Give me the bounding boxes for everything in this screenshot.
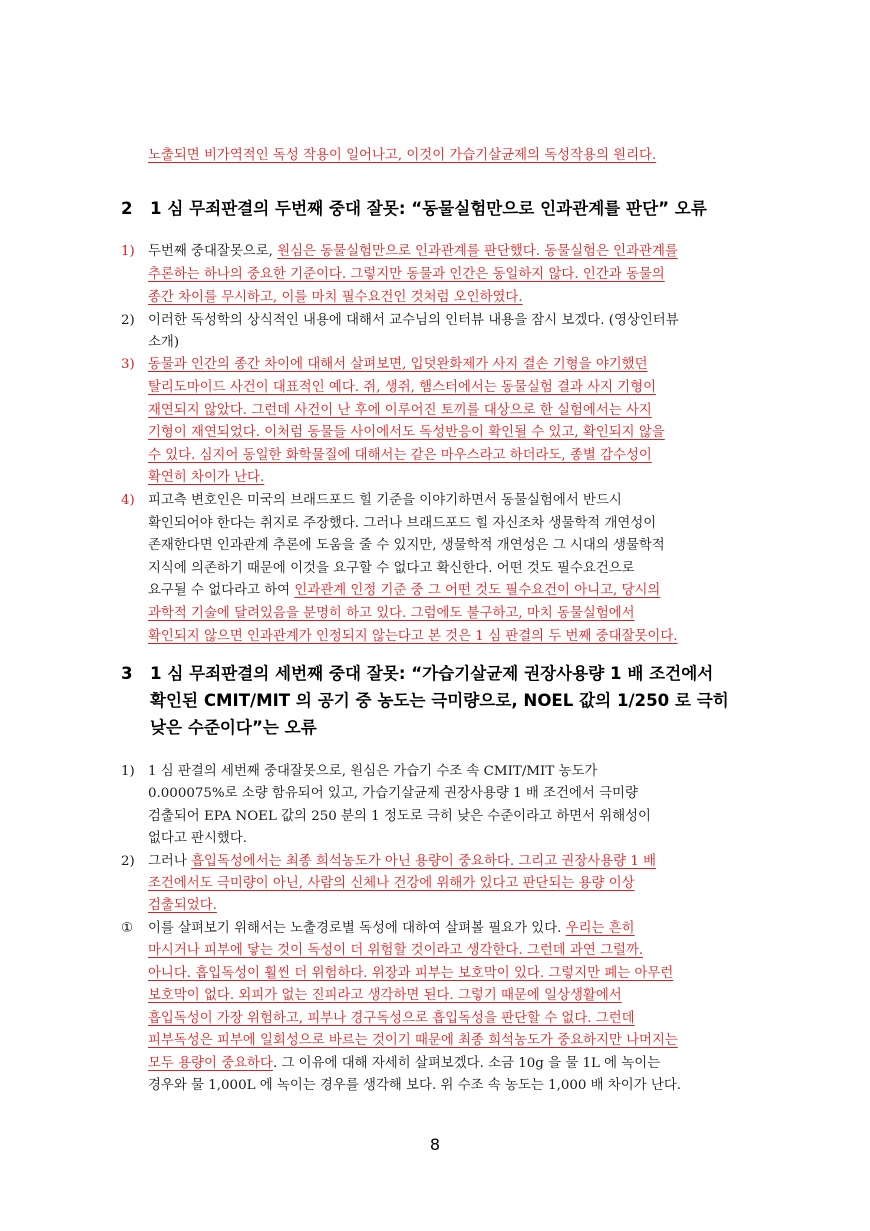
paragraph-line: 존재한다면 인과관계 추론에 도움을 줄 수 있지만, 생물학적 개연성은 그 시대의 생물학적 xyxy=(148,538,665,553)
carryover-line: 노출되면 비가역적인 독성 작용이 일어나고, 이것이 가습기살균제의 독성작용의 원리다. xyxy=(148,148,657,163)
paragraph-line xyxy=(148,242,678,262)
paragraph-line xyxy=(148,581,660,601)
paragraph-line xyxy=(148,919,635,939)
paragraph-line: 검출되었다. xyxy=(148,898,217,913)
list-marker: 4) xyxy=(121,493,135,508)
paragraph-line: 0.000075%로 소량 함유되어 있고, 가습기살균제 권장사용량 1 배 조건에서 극미량 xyxy=(148,786,638,801)
text-span: . 그 이유에 대해 자세히 살펴보겠다. 소금 10g 을 물 1L 에 녹이는 xyxy=(272,1056,661,1071)
paragraph-line: 마시거나 피부에 닿는 것이 독성이 더 위험할 것이라고 생각한다. 그런데 과연 그럴까. xyxy=(148,943,644,958)
paragraph-line xyxy=(148,1054,660,1074)
highlight-span: 원심은 동물실험만으로 인과관계를 판단했다. 동물실험은 인과관계를 xyxy=(277,244,678,259)
text-span: 이를 살펴보기 위해서는 노출경로별 독성에 대하여 살펴볼 필요가 있다. xyxy=(148,921,566,936)
paragraph-line: 추론하는 하나의 중요한 기준이다. 그렇지만 동물과 인간은 동일하지 않다. 인간과 동물의 xyxy=(148,267,665,282)
list-marker: 2) xyxy=(121,854,135,869)
paragraph-line: 흡입독성이 가장 위험하고, 피부나 경구독성으로 흡입독성을 판단할 수 없다. 그런데 xyxy=(148,1011,635,1026)
paragraph-line: 확인되지 않으면 인과관계가 인정되지 않는다고 본 것은 1 심 판결의 두 번째 중대잘못이다. xyxy=(148,629,678,644)
paragraph-line: 조건에서도 극미량이 아닌, 사람의 신체나 건강에 위해가 있다고 판단되는 용량 이상 xyxy=(148,876,635,891)
section-title-line: 확인된 CMIT/MIT 의 공기 중 농도는 극미량으로, NOEL 값의 1/250 로 극히 xyxy=(150,691,729,710)
paragraph-line: 검출되어 EPA NOEL 값의 250 분의 1 정도로 극히 낮은 수준이라고 하면서 위해성이 xyxy=(148,809,651,824)
text-span: 그러나 xyxy=(148,854,192,869)
paragraph-line xyxy=(148,852,656,872)
section-number: 3 xyxy=(121,664,133,683)
page-number: 8 xyxy=(429,1135,441,1154)
paragraph-line: 확인되어야 한다는 취지로 주장했다. 그러나 브래드포드 힐 자신조차 생물학적 개연성이 xyxy=(148,516,657,531)
section-title-line: 낮은 수준이다”는 오류 xyxy=(150,718,317,737)
paragraph-line: 소개) xyxy=(148,335,180,350)
list-marker: 3) xyxy=(121,357,135,372)
highlight-span: 우리는 흔히 xyxy=(565,921,635,936)
section-3-heading xyxy=(121,662,713,686)
paragraph-line: 종간 차이를 무시하고, 이를 마치 필수요건인 것처럼 오인하였다. xyxy=(148,290,523,305)
paragraph-line: 이러한 독성학의 상식적인 내용에 대해서 교수님의 인터뷰 내용을 잠시 보겠다. (영상인터뷰 xyxy=(148,313,679,328)
paragraph-line: 피고측 변호인은 미국의 브래드포드 힐 기준을 이야기하면서 동물실험에서 반드시 xyxy=(148,493,622,508)
highlight-span: 흡입독성에서는 최종 희석농도가 아닌 용량이 중요하다. 그리고 권장사용량 1 배 xyxy=(191,854,657,869)
paragraph-line: 보호막이 없다. 외피가 없는 진피라고 생각하면 된다. 그렇기 때문에 일상생활에서 xyxy=(148,988,622,1003)
paragraph-line: 기형이 재연되었다. 이처럼 동물들 사이에서도 독성반응이 확인될 수 있고, 확인되지 않을 xyxy=(148,425,665,440)
paragraph-line: 재연되지 않았다. 그런데 사건이 난 후에 이루어진 토끼를 대상으로 한 실험에서는 사지 xyxy=(148,403,652,418)
list-marker: ① xyxy=(121,921,134,936)
paragraph-line: 경우와 물 1,000L 에 녹이는 경우를 생각해 보다. 위 수조 속 농도는 1,000 배 차이가 난다. xyxy=(148,1078,682,1093)
list-marker: 1) xyxy=(121,244,135,259)
list-marker: 1) xyxy=(121,764,135,779)
paragraph-line: 과학적 기술에 달려있음을 분명히 하고 있다. 그럼에도 불구하고, 마치 동물실험에서 xyxy=(148,606,635,621)
highlight-span: 인과관계 인정 기준 중 그 어떤 것도 필수요건이 아니고, 당시의 xyxy=(294,583,661,598)
text-span: 두번째 중대잘못으로, xyxy=(148,244,278,259)
paragraph-line: 피부독성은 피부에 일회성으로 바르는 것이기 때문에 최종 희석농도가 중요하지만 나머지는 xyxy=(148,1033,678,1048)
list-marker: 2) xyxy=(121,313,135,328)
section-number: 2 xyxy=(121,199,133,218)
paragraph-line: 수 있다. 심지어 동일한 화학물질에 대해서는 같은 마우스라고 하더라도, 종별 감수성이 xyxy=(148,448,652,463)
paragraph-line: 지식에 의존하기 때문에 이것을 요구할 수 없다고 확신한다. 어떤 것도 필수요건으로 xyxy=(148,561,635,576)
paragraph-line: 확연히 차이가 난다. xyxy=(148,470,265,485)
paragraph-line: 없다고 판시했다. xyxy=(148,831,248,846)
paragraph-line: 동물과 인간의 종간 차이에 대해서 살펴보면, 입덧완화제가 사지 결손 기형을 야기했던 xyxy=(148,357,648,372)
section-2-heading xyxy=(121,197,707,221)
paragraph-line: 1 심 판결의 세번째 중대잘못으로, 원심은 가습기 수조 속 CMIT/MIT 농도가 xyxy=(148,764,598,779)
paragraph-line: 탈리도마이드 사건이 대표적인 예다. 쥐, 생쥐, 햄스터에서는 동물실험 결과 사지 기형이 xyxy=(148,380,657,395)
section-title-line: 1 심 무죄판결의 세번째 중대 잘못: “가습기살균제 권장사용량 1 배 조건에서 xyxy=(150,664,714,683)
highlight-span: 모두 용량이 중요하다 xyxy=(148,1056,273,1071)
text-span: 요구될 수 없다라고 하여 xyxy=(148,583,295,598)
paragraph-line: 아니다. 흡입독성이 훨씬 더 위험하다. 위장과 피부는 보호막이 있다. 그렇지만 폐는 아무런 xyxy=(148,966,674,981)
section-title: 1 심 무죄판결의 두번째 중대 잘못: “동물실험만으로 인과관계를 판단” 오류 xyxy=(150,199,707,218)
